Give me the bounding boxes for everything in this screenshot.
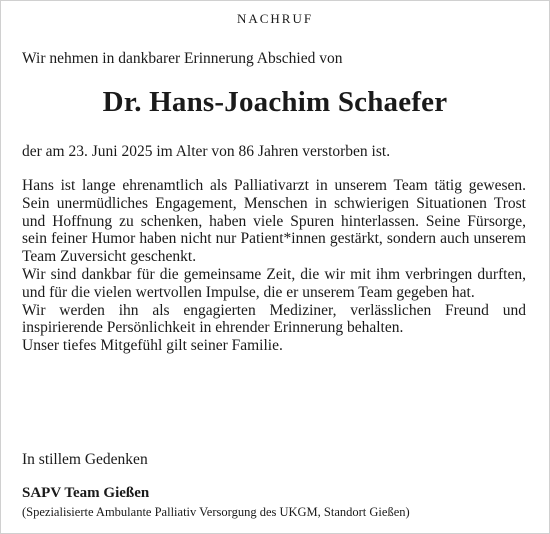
intro-line: Wir nehmen in dankbarer Erinnerung Abschied von xyxy=(22,50,343,67)
death-line: der am 23. Juni 2025 im Alter von 86 Jahren verstorben ist. xyxy=(22,143,391,160)
notice-body xyxy=(22,177,526,355)
deceased-name: Dr. Hans-Joachim Schaefer xyxy=(102,86,448,118)
organization-name: SAPV Team Gießen xyxy=(22,485,150,501)
organization-detail: (Spezialisierte Ambulante Palliativ Versorgung des UKGM, Standort Gießen) xyxy=(22,505,410,519)
notice-heading: NACHRUF xyxy=(236,11,314,26)
paragraph-service: Hans ist lange ehrenamtlich als Palliativarzt in unserem Team tätig gewesen. Sein unermüdliches Engagement, Menschen in schwierigen Situationen Trost und Hoffnung zu schenken, haben viele Spuren hinterlassen. Seine Fürsorge, sein feiner Humor haben nicht nur Patient*innen gestärkt, sondern auch unserem Team Zuversicht geschenkt. xyxy=(22,177,526,266)
remembrance-line: In stillem Gedenken xyxy=(22,451,148,468)
paragraph-memory: Wir werden ihn als engagierten Mediziner, verlässlichen Freund und inspirierende Persönlichkeit in ehrender Erinnerung behalten. xyxy=(22,301,526,337)
paragraph-gratitude: Wir sind dankbar für die gemeinsame Zeit, die wir mit ihm verbringen durften, und für die vielen wertvollen Impulse, die er unserem Team gegeben hat. xyxy=(22,265,526,301)
paragraph-condolence: Unser tiefes Mitgefühl gilt seiner Familie. xyxy=(22,337,283,355)
